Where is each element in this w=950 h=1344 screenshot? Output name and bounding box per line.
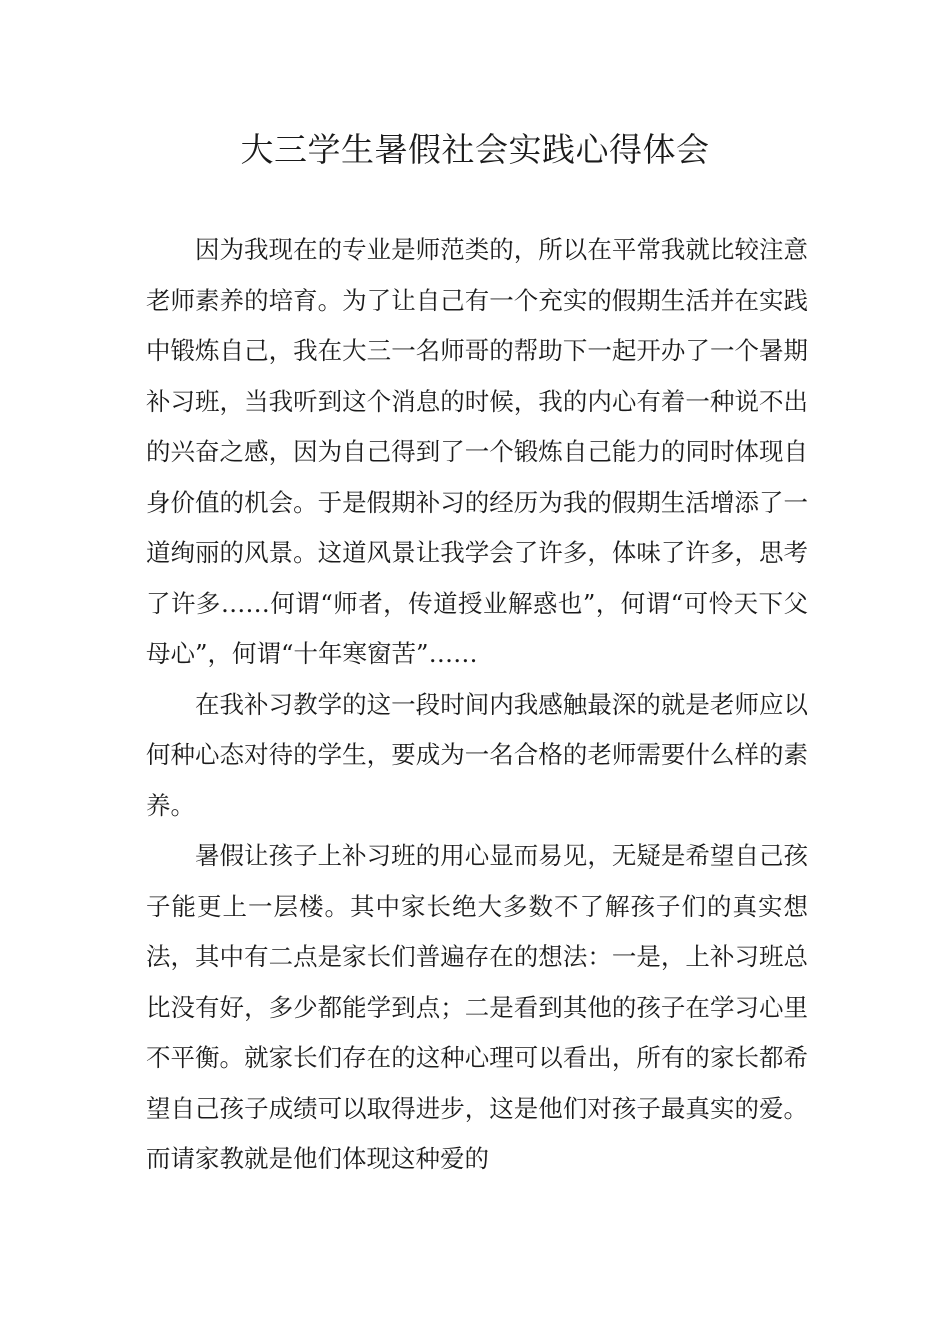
paragraph-1: 因为我现在的专业是师范类的，所以在平常我就比较注意老师素养的培育。为了让自己有一个充实的假期生活并在实践中锻炼自己，我在大三一名师哥的帮助下一起开办了一个暑期补习班，当我听到这个消息的时候，我的内心有着一种说不出的兴奋之感，因为自己得到了一个锻炼自己能力的同时体现自身价值的机会。于是假期补习的经历为我的假期生活增添了一道绚丽的风景。这道风景让我学会了许多，体味了许多，思考了许多……何谓“师者，传道授业解惑也”，何谓“可怜天下父母心”，何谓“十年寒窗苦”…… [146,235,808,668]
page-title: 大三学生暑假社会实践心得体会 [240,130,710,169]
paragraph-2: 在我补习教学的这一段时间内我感触最深的就是老师应以何种心态对待的学生，要成为一名合格的老师需要什么样的素养。 [146,689,808,820]
paragraph-3: 暑假让孩子上补习班的用心显而易见，无疑是希望自己孩子能更上一层楼。其中家长绝大多数不了解孩子们的真实想法，其中有二点是家长们普遍存在的想法：一是，上补习班总比没有好，多少都能学到点；二是看到其他的孩子在学习心里不平衡。就家长们存在的这种心理可以看出，所有的家长都希望自己孩子成绩可以取得进步，这是他们对孩子最真实的爱。而请家教就是他们体现这种爱的 [146,841,808,1173]
document-body [146,225,808,1185]
